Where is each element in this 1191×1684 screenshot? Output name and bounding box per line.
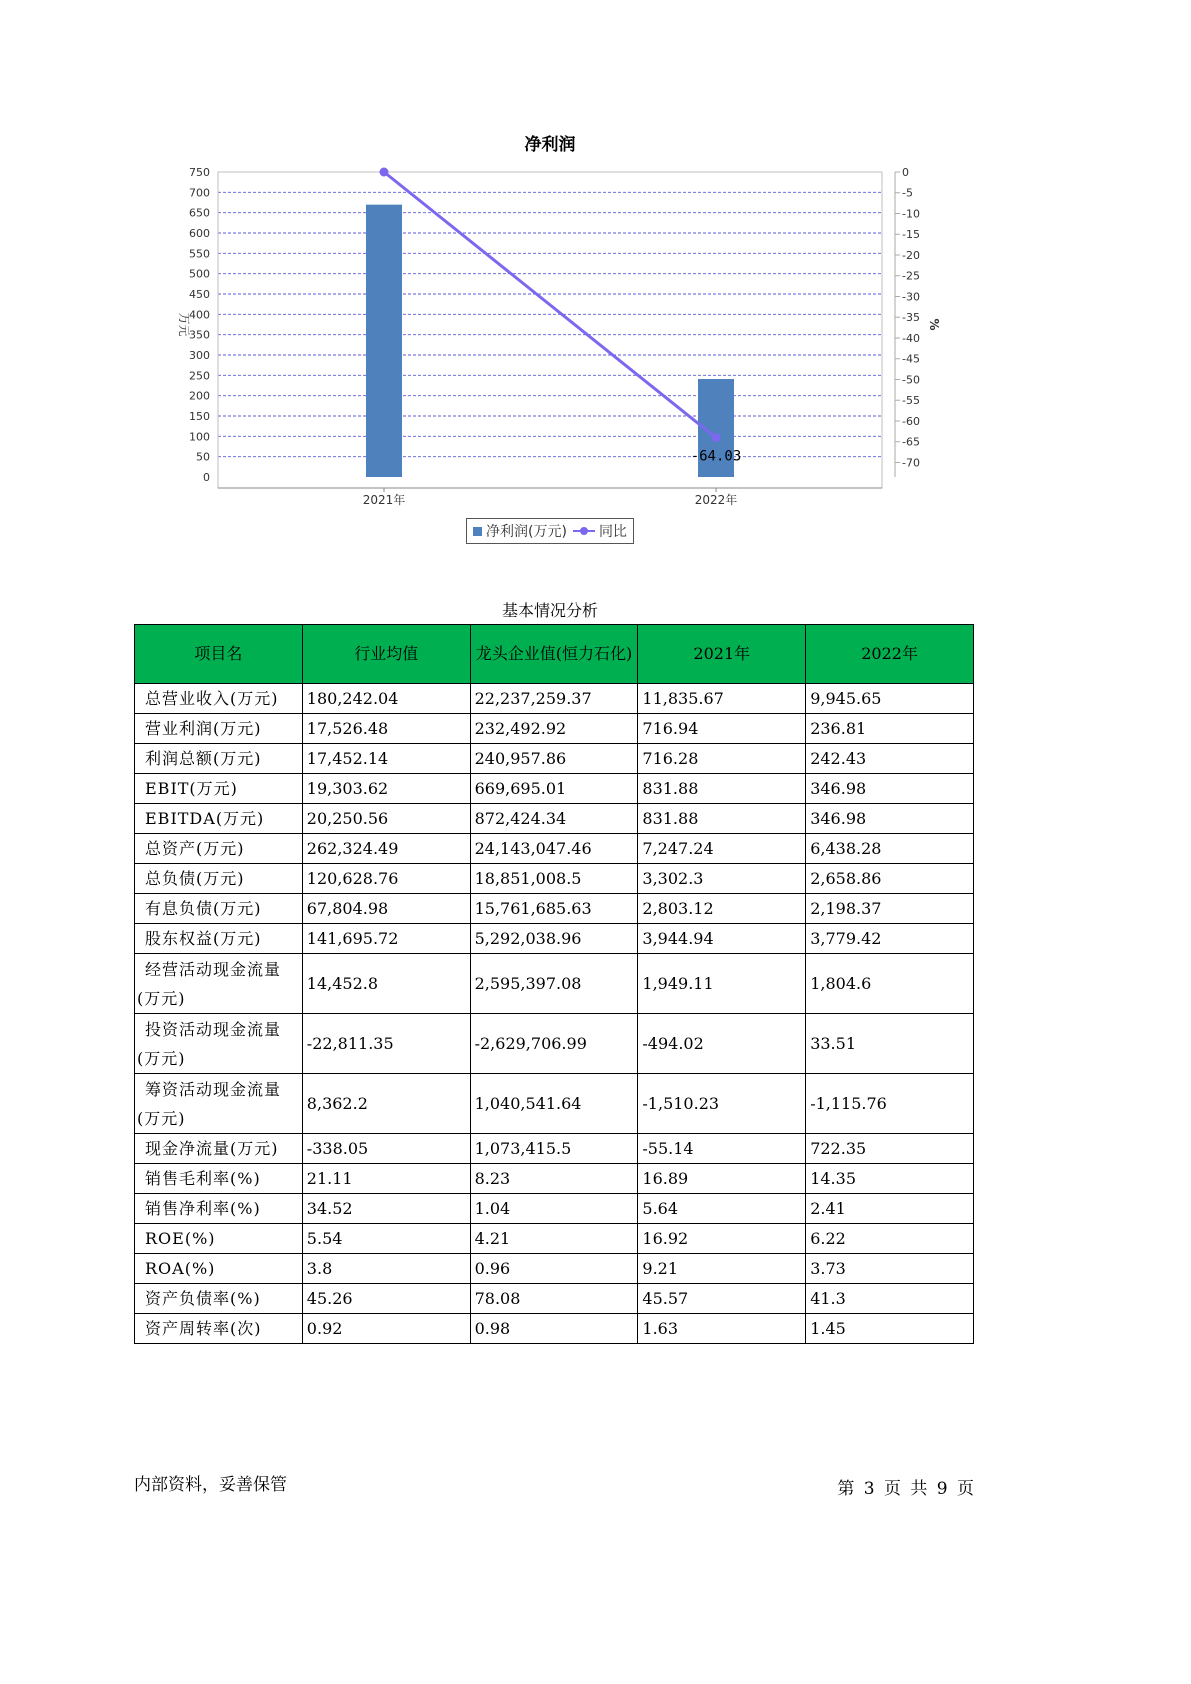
header-leader-value: 龙头企业值(恒力石化) [470, 625, 638, 684]
table-cell: 20,250.56 [302, 804, 470, 834]
table-cell: 41.3 [806, 1284, 974, 1314]
table-cell: 9,945.65 [806, 684, 974, 714]
header-item-name: 项目名 [135, 625, 303, 684]
header-2022: 2022年 [806, 625, 974, 684]
table-cell: -1,115.76 [806, 1074, 974, 1134]
table-cell: -494.02 [638, 1014, 806, 1074]
table-caption: 基本情况分析 [501, 601, 598, 620]
table-cell: 346.98 [806, 804, 974, 834]
table-cell: 1,804.6 [806, 954, 974, 1014]
table-body [135, 684, 974, 1344]
row-label: 总营业收入(万元) [135, 684, 303, 714]
table-cell: 6.22 [806, 1224, 974, 1254]
table-cell: 67,804.98 [302, 894, 470, 924]
table-cell: 14,452.8 [302, 954, 470, 1014]
table-cell: 7,247.24 [638, 834, 806, 864]
table-row [135, 744, 974, 774]
table-cell: 1.45 [806, 1314, 974, 1344]
y2-axis-title: % [927, 318, 941, 331]
table-row [135, 1134, 974, 1164]
table-cell: 2.41 [806, 1194, 974, 1224]
y-tick-label: 750 [189, 166, 210, 179]
y2-tick-label: -10 [902, 207, 920, 221]
row-label: 利润总额(万元) [135, 744, 303, 774]
y-tick-label: 650 [189, 206, 210, 220]
table-cell: 15,761,685.63 [470, 894, 638, 924]
row-label: 销售毛利率(%) [135, 1164, 303, 1194]
table-cell: 1.63 [638, 1314, 806, 1344]
table-cell: 5.64 [638, 1194, 806, 1224]
table-cell: 1,949.11 [638, 954, 806, 1014]
y-tick-label: 0 [203, 471, 210, 484]
row-label: 资产负债率(%) [135, 1284, 303, 1314]
table-cell: 2,658.86 [806, 864, 974, 894]
y-tick-label: 700 [189, 186, 210, 200]
table-row [135, 834, 974, 864]
table-cell: 120,628.76 [302, 864, 470, 894]
table-row [135, 774, 974, 804]
table-row [135, 1164, 974, 1194]
header-industry-avg: 行业均值 [302, 625, 470, 684]
row-label: EBITDA(万元) [135, 804, 303, 834]
table-row [135, 1014, 974, 1074]
chart-title: 净利润 [524, 135, 576, 155]
table-cell: -338.05 [302, 1134, 470, 1164]
table-cell: 716.28 [638, 744, 806, 774]
y-tick-label: 600 [189, 227, 210, 240]
table-cell: 141,695.72 [302, 924, 470, 954]
table-row [135, 684, 974, 714]
y-tick-label: 350 [189, 328, 210, 342]
table-cell: 11,835.67 [638, 684, 806, 714]
plot-border [218, 172, 882, 488]
chart-legend [466, 518, 634, 544]
table-cell: 24,143,047.46 [470, 834, 638, 864]
table-cell: 3,944.94 [638, 924, 806, 954]
y2-tick-label: -70 [902, 456, 920, 470]
table-row [135, 864, 974, 894]
table-cell: 45.57 [638, 1284, 806, 1314]
table-cell: 0.98 [470, 1314, 638, 1344]
table-cell: 1.04 [470, 1194, 638, 1224]
table-cell: 4.21 [470, 1224, 638, 1254]
y-tick-label: 150 [189, 410, 210, 423]
table-cell: 19,303.62 [302, 774, 470, 804]
table-cell: 669,695.01 [470, 774, 638, 804]
net-profit-chart [0, 0, 1100, 560]
y-tick-label: 300 [189, 349, 210, 362]
table-cell: 2,595,397.08 [470, 954, 638, 1014]
legend-item-yoy [573, 521, 627, 541]
legend-label-net-profit: 净利润(万元) [486, 524, 567, 540]
table-row [135, 1194, 974, 1224]
table-cell: 17,452.14 [302, 744, 470, 774]
table-row [135, 1224, 974, 1254]
analysis-table [134, 624, 974, 1344]
table-cell: 831.88 [638, 804, 806, 834]
yoy-point [712, 433, 721, 442]
row-label: 销售净利率(%) [135, 1194, 303, 1224]
table-header-row [135, 625, 974, 684]
x-tick-label: 2022年 [694, 493, 738, 507]
row-label: 总负债(万元) [135, 864, 303, 894]
table-row [135, 1314, 974, 1344]
table-row [135, 804, 974, 834]
row-label: 经营活动现金流量(万元) [135, 954, 303, 1014]
y2-tick-label: -5 [902, 186, 913, 200]
table-cell: 346.98 [806, 774, 974, 804]
y2-tick-label: -50 [902, 373, 920, 387]
table-cell: 16.89 [638, 1164, 806, 1194]
legend-item-net-profit [473, 521, 567, 541]
table-row [135, 894, 974, 924]
table-cell: 232,492.92 [470, 714, 638, 744]
table-cell: -22,811.35 [302, 1014, 470, 1074]
table-cell: 3.73 [806, 1254, 974, 1284]
row-label: 筹资活动现金流量(万元) [135, 1074, 303, 1134]
table-cell: 34.52 [302, 1194, 470, 1224]
y2-tick-label: -25 [902, 269, 920, 283]
table-row [135, 924, 974, 954]
table-row [135, 1254, 974, 1284]
table-cell: 716.94 [638, 714, 806, 744]
table-cell: 240,957.86 [470, 744, 638, 774]
row-label: 营业利润(万元) [135, 714, 303, 744]
bar [366, 205, 402, 477]
table-cell: 21.11 [302, 1164, 470, 1194]
data-label: -64.03 [690, 448, 742, 465]
table-cell: 16.92 [638, 1224, 806, 1254]
y2-tick-label: -60 [902, 414, 920, 428]
table-cell: 5.54 [302, 1224, 470, 1254]
legend-label-yoy: 同比 [598, 524, 627, 540]
row-label: 资产周转率(次) [135, 1314, 303, 1344]
table-cell: 236.81 [806, 714, 974, 744]
y2-tick-label: -20 [902, 248, 920, 262]
table-cell: 8,362.2 [302, 1074, 470, 1134]
table-cell: 831.88 [638, 774, 806, 804]
y-tick-label: 450 [189, 288, 210, 301]
line-marker-icon [573, 525, 595, 537]
table-cell: 22,237,259.37 [470, 684, 638, 714]
bar-swatch-icon [473, 527, 482, 536]
table-cell: 0.96 [470, 1254, 638, 1284]
y-tick-label: 400 [189, 308, 210, 322]
table-cell: 14.35 [806, 1164, 974, 1194]
table-row [135, 1074, 974, 1134]
row-label: 股东权益(万元) [135, 924, 303, 954]
yoy-point [380, 168, 389, 177]
table-cell: 3.8 [302, 1254, 470, 1284]
y-axis-title: 万元 [177, 312, 191, 337]
y2-tick-label: 0 [902, 166, 909, 179]
row-label: 投资活动现金流量(万元) [135, 1014, 303, 1074]
table-cell: 872,424.34 [470, 804, 638, 834]
y2-tick-label: -40 [902, 331, 920, 345]
y2-tick-label: -15 [902, 228, 920, 242]
table-cell: 3,779.42 [806, 924, 974, 954]
y-tick-label: 250 [189, 369, 210, 383]
y-tick-label: 50 [196, 450, 210, 464]
table-cell: 3,302.3 [638, 864, 806, 894]
table-cell: 2,803.12 [638, 894, 806, 924]
table-row [135, 714, 974, 744]
table-cell: 5,292,038.96 [470, 924, 638, 954]
table-cell: 17,526.48 [302, 714, 470, 744]
table-cell: 1,073,415.5 [470, 1134, 638, 1164]
y2-tick-label: -65 [902, 435, 920, 449]
row-label: ROA(%) [135, 1254, 303, 1284]
table-cell: 242.43 [806, 744, 974, 774]
row-label: ROE(%) [135, 1224, 303, 1254]
y2-tick-label: -55 [902, 394, 920, 408]
row-label: 总资产(万元) [135, 834, 303, 864]
table-cell: 18,851,008.5 [470, 864, 638, 894]
x-tick-label: 2021年 [362, 493, 406, 507]
table-cell: -2,629,706.99 [470, 1014, 638, 1074]
row-label: EBIT(万元) [135, 774, 303, 804]
table-cell: 9.21 [638, 1254, 806, 1284]
table-cell: -55.14 [638, 1134, 806, 1164]
table-cell: 6,438.28 [806, 834, 974, 864]
table-cell: 45.26 [302, 1284, 470, 1314]
row-label: 现金净流量(万元) [135, 1134, 303, 1164]
footer-confidential: 内部资料，妥善保管 [134, 1475, 287, 1495]
table-cell: 1,040,541.64 [470, 1074, 638, 1134]
footer-page-number: 第 3 页 共 9 页 [837, 1479, 974, 1499]
y-tick-label: 500 [189, 267, 210, 281]
header-2021: 2021年 [638, 625, 806, 684]
table-cell: -1,510.23 [638, 1074, 806, 1134]
table-cell: 33.51 [806, 1014, 974, 1074]
y-tick-label: 200 [189, 389, 210, 403]
y2-tick-label: -35 [902, 311, 920, 325]
table-cell: 78.08 [470, 1284, 638, 1314]
table-row [135, 954, 974, 1014]
row-label: 有息负债(万元) [135, 894, 303, 924]
table-cell: 0.92 [302, 1314, 470, 1344]
table-cell: 180,242.04 [302, 684, 470, 714]
table-cell: 262,324.49 [302, 834, 470, 864]
y2-tick-label: -30 [902, 290, 920, 304]
y-tick-label: 100 [189, 430, 210, 444]
table-cell: 8.23 [470, 1164, 638, 1194]
table-cell: 2,198.37 [806, 894, 974, 924]
yoy-line [384, 172, 716, 438]
y-tick-label: 550 [189, 247, 210, 261]
table-row [135, 1284, 974, 1314]
y2-tick-label: -45 [902, 352, 920, 366]
table-cell: 722.35 [806, 1134, 974, 1164]
